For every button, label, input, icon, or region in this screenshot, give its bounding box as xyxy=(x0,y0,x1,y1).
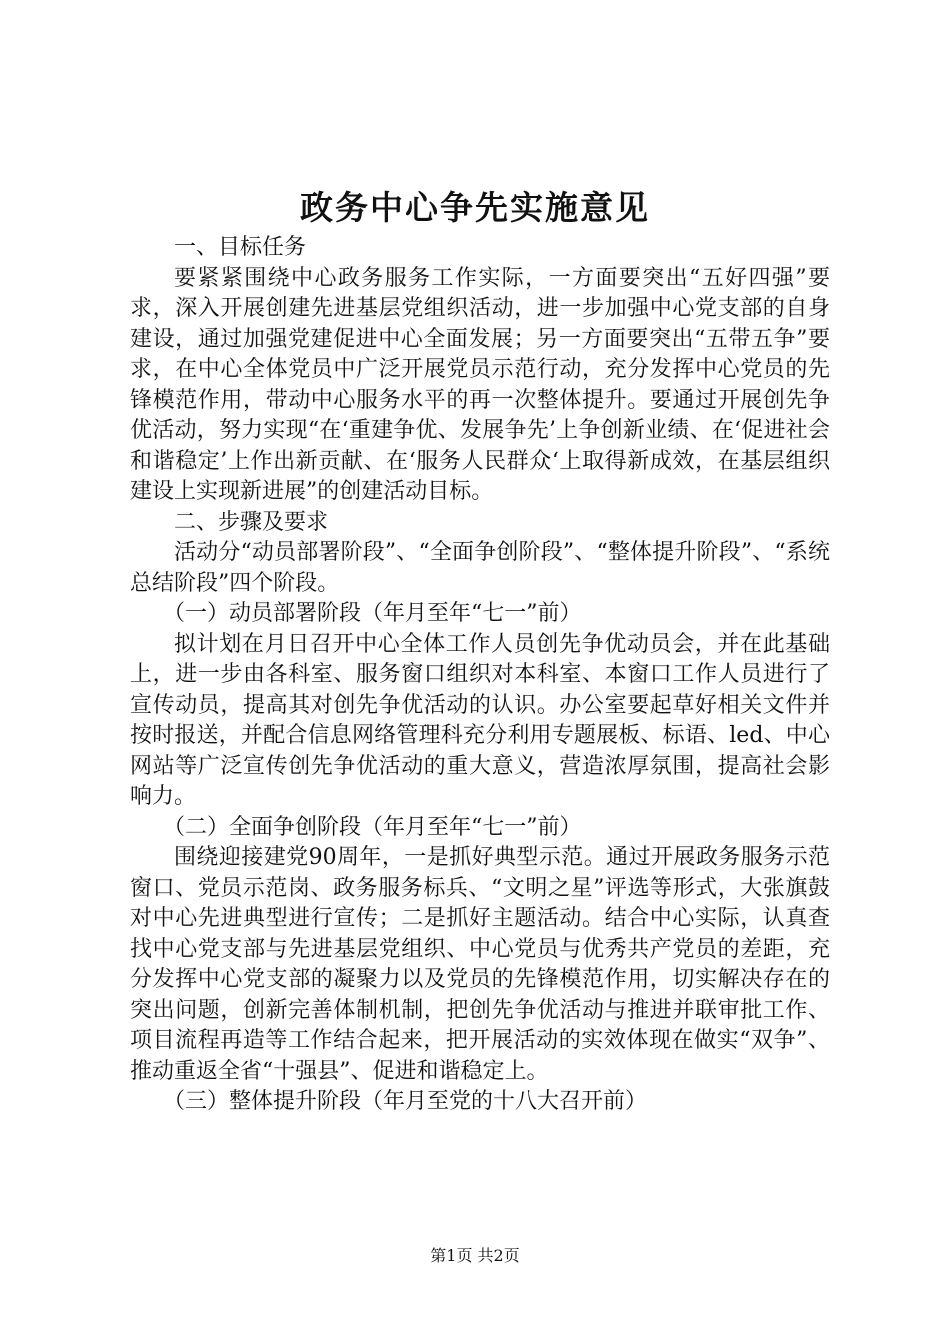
paragraph: 活动分“动员部署阶段”、“全面争创阶段”、“整体提升阶段”、“系统总结阶段”四个阶段。 xyxy=(130,540,830,596)
subsection-heading: （二）全面争创阶段（年月至年“七一”前） xyxy=(163,814,582,840)
paragraph: 围绕迎接建党90周年，一是抓好典型示范。通过开展政务服务示范窗口、党员示范岗、政务服务标兵、“文明之星”评选等形式，大张旗鼓对中心先进典型进行宣传；二是抓好主题活动。结合中心实际，认真查找中心党支部与先进基层党组织、中心党员与优秀共产党员的差距，充分发挥中心党支部的凝聚力以及党员的先锋模范作用，切实解决存在的突出问题，创新完善体制机制，把创先争优活动与推进并联审批工作、项目流程再造等工作结合起来，把开展活动的实效体现在做实“双争”、推动重返全省“十强县”、促进和谐稳定上。 xyxy=(130,845,830,1084)
section-heading: 二、步骤及要求 xyxy=(174,509,329,535)
subsection-heading: （三）整体提升阶段（年月至党的十八大召开前） xyxy=(163,1089,648,1114)
document-title: 政务中心争先实施意见 xyxy=(300,188,650,227)
page-footer: 第1页 共2页 xyxy=(430,1246,520,1265)
section-heading: 一、目标任务 xyxy=(174,235,307,260)
paragraph: 要紧紧围绕中心政务服务工作实际，一方面要突出“五好四强”要求，深入开展创建先进基层党组织活动，进一步加强中心党支部的自身建设，通过加强党建促进中心全面发展；另一方面要突出“五带五争”要求，在中心全体党员中广泛开展党员示范行动，充分发挥中心党员的先锋模范作用，带动中心服务水平的再一次整体提升。要通过开展创先争优活动，努力实现“在‘重建争优、发展争先’上争创新业绩、在‘促进社会和谐稳定’上作出新贡献、在‘服务人民群众‘上取得新成效，在基层组织建设上实现新进展”的创建活动目标。 xyxy=(130,265,830,504)
subsection-heading: （一）动员部署阶段（年月至年“七一”前） xyxy=(163,601,582,626)
document-body xyxy=(130,233,830,1118)
paragraph: 拟计划在月日召开中心全体工作人员创先争优动员会，并在此基础上，进一步由各科室、服务窗口组织对本科室、本窗口工作人员进行了宣传动员，提高其对创先争优活动的认识。办公室要起草好相关文件并按时报送，并配合信息网络管理科充分利用专题展板、标语、led、中心网站等广泛宣传创先争优活动的重大意义，营造浓厚氛围，提高社会影响力。 xyxy=(130,631,830,809)
